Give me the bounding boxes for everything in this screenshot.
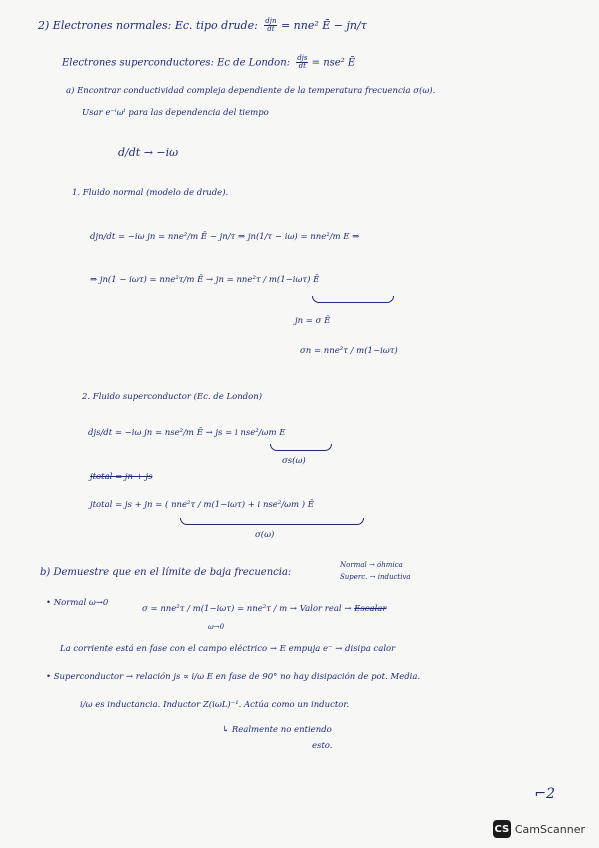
part-b-super-arrow: Superc. → inductiva <box>340 573 411 581</box>
sec2-struck: jtotal = jn + js <box>90 472 153 482</box>
sec1-eq1: djn/dt = −iω jn = nne²/m Ē − jn/τ ⇒ jn(1/τ − iω) = nne²/m E ⇒ <box>90 232 360 242</box>
sec2-eq4: σ(ω) <box>255 530 275 540</box>
part-a-derivative: d/dt → −iω <box>118 146 179 159</box>
camscanner-watermark <box>493 820 585 838</box>
brace-sec2a <box>270 444 332 451</box>
sec1-eq2: ⇒ jn(1 − iωτ) = nne²τ/m Ē → jn = nne²τ / m(1−iωτ) Ē <box>90 275 320 285</box>
part-a-title: a) Encontrar conductividad compleja dependiente de la temperatura frecuencia σ(ω). <box>66 86 436 96</box>
page-mark: ⌐2 <box>534 786 555 802</box>
part-b-super-line: • Superconductor → relación js ∝ i/ω E en fase de 90° no hay disipación de pot. Media. <box>46 672 421 682</box>
part-b-limit: ω→0 <box>208 623 225 631</box>
sec2-title: 2. Fluido superconductor (Ec. de London) <box>82 392 263 402</box>
part-b-note1: ↳ Realmente no entiendo <box>222 725 332 735</box>
part-a-use: Usar e⁻ⁱωᵗ para las dependencia del tiempo <box>82 108 269 118</box>
brace-sec1 <box>312 296 394 303</box>
sec1-eq3: jn = σ Ē <box>295 316 331 326</box>
part-b-normal-line: • Normal ω→0 <box>46 598 109 608</box>
part-b-normal-eq: σ = nne²τ / m(1−iωτ) = nne²τ / m → Valor real → Escalar <box>142 604 387 614</box>
sec2-eq1: djs/dt = −iω jn = nse²/m Ē → js = i nse²/ωm E <box>88 428 286 438</box>
q2-line1: 2) Electrones normales: Ec. tipo drude: $\frac{\text{djn}}{dt}$ = nne² Ē − jn/τ <box>38 17 367 34</box>
q2-line2: Electrones superconductores: Ec de London: $\frac{\text{djs}}{dt}$ = nse² Ē <box>62 54 356 71</box>
sec2-eq2: σs(ω) <box>282 456 306 466</box>
sec1-eq4: σn = nne²τ / m(1−iωτ) <box>300 346 398 356</box>
camscanner-label: CamScanner <box>514 822 585 836</box>
sec1-title: 1. Fluido normal (modelo de drude). <box>72 188 229 198</box>
sec2-eq3: jtotal = js + jn = ( nne²τ / m(1−iωτ) + i nse²/ωm ) Ē <box>90 500 315 510</box>
part-b-title: b) Demuestre que en el límite de baja frecuencia: <box>40 567 292 578</box>
part-b-note2: esto. <box>312 741 333 751</box>
part-b-current: La corriente está en fase con el campo eléctrico → E empuja e⁻ → disipa calor <box>60 644 396 654</box>
part-b-normal-arrow: Normal → óhmica <box>340 561 403 569</box>
brace-sec2b <box>180 518 364 525</box>
camscanner-logo-icon: CS <box>493 820 511 838</box>
part-b-induct: i/ω es inductancia. Inductor Z(iωL)⁻¹. Actúa como un inductor. <box>80 700 350 710</box>
